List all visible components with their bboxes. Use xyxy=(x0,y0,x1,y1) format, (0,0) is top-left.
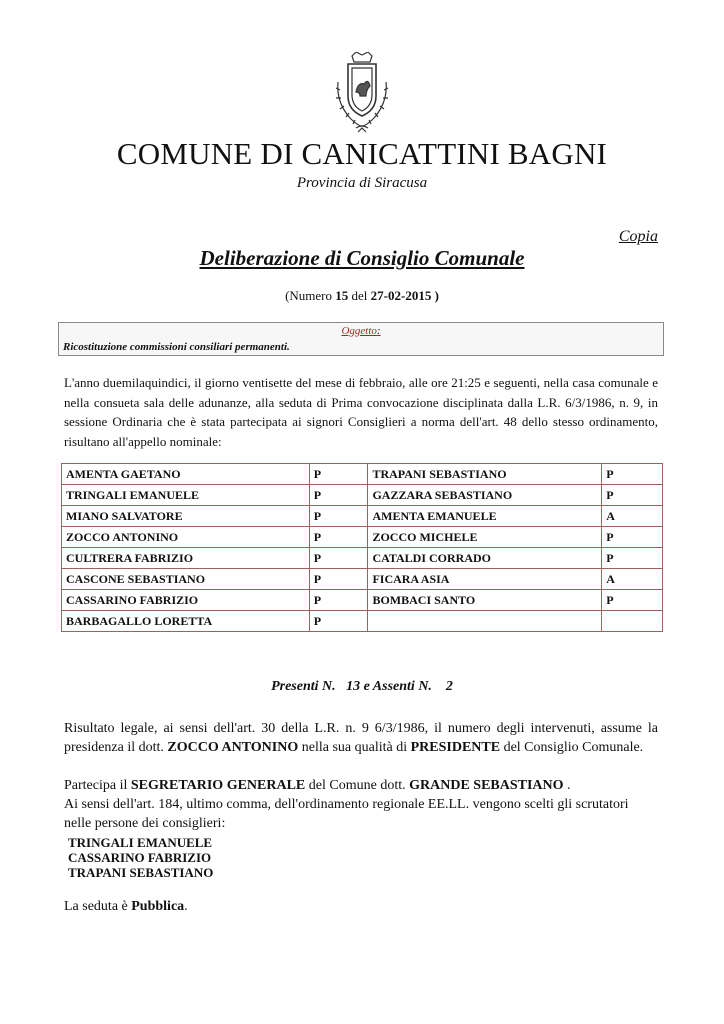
attendance-status: P xyxy=(309,590,368,611)
secretary-name: GRANDE SEBASTIANO xyxy=(409,778,564,793)
attendance-status: P xyxy=(309,485,368,506)
councillor-name: AMENTA EMANUELE xyxy=(368,506,602,527)
secretary-role: SEGRETARIO GENERALE xyxy=(130,778,306,793)
councillor-name: AMENTA GAETANO xyxy=(62,464,310,485)
councillor-name: ZOCCO MICHELE xyxy=(368,527,602,548)
secretary-text-c: . xyxy=(563,778,571,793)
attendance-status: P xyxy=(602,485,663,506)
councillor-name: CASCONE SEBASTIANO xyxy=(62,569,310,590)
intro-paragraph: L'anno duemilaquindici, il giorno ventisette del mese di febbraio, alle ore 21:25 e seguenti, nella casa comunale e nella consueta sala delle adunanze, alla seduta di Prima convocazione disciplinata dalla L.R. 6/3/1986, n. 9, in sessione Ordinaria che è stata partecipata ai signori Consiglieri a norma dell'art. 48 dello stesso ordinamento, risultano all'appello nominale: xyxy=(64,375,658,449)
councillor-name xyxy=(368,611,602,632)
councillor-name: TRAPANI SEBASTIANO xyxy=(368,464,602,485)
subject-box xyxy=(58,322,664,356)
session-suffix: . xyxy=(184,899,188,914)
councillor-name: BARBAGALLO LORETTA xyxy=(62,611,310,632)
numero-date: 27-02-2015 ) xyxy=(370,288,439,303)
councillor-name: MIANO SALVATORE xyxy=(62,506,310,527)
attendance-status: P xyxy=(309,464,368,485)
table-row xyxy=(62,527,663,548)
attendance-status: P xyxy=(602,464,663,485)
councillor-name: FICARA ASIA xyxy=(368,569,602,590)
attendance-status xyxy=(602,611,663,632)
councillor-name: GAZZARA SEBASTIANO xyxy=(368,485,602,506)
list-item: CASSARINO FABRIZIO xyxy=(68,850,212,865)
copy-label: Copia xyxy=(618,228,658,245)
councillor-name: BOMBACI SANTO xyxy=(368,590,602,611)
municipal-crest-icon xyxy=(330,52,394,136)
attendance-status: P xyxy=(309,611,368,632)
attendance-status: P xyxy=(309,548,368,569)
numero-value: 15 xyxy=(335,288,349,303)
deliberation-number xyxy=(0,288,724,304)
councillor-name: TRINGALI EMANUELE xyxy=(62,485,310,506)
presidency-paragraph xyxy=(64,719,658,757)
province-subtitle: Provincia di Siracusa xyxy=(296,175,428,191)
numero-mid: del xyxy=(348,288,371,303)
presidency-text-a: Risultato legale, ai sensi dell'art. 30 della L.R. n. 9 6/3/1986, il numero degli intervenuti, assume la presidenza il dott. xyxy=(64,721,658,755)
scrutineers-list xyxy=(68,835,213,880)
session-value: Pubblica xyxy=(131,899,185,914)
attendance-status: A xyxy=(602,569,663,590)
session-type xyxy=(64,899,188,915)
table-row xyxy=(62,590,663,611)
attendance-status: P xyxy=(309,527,368,548)
session-prefix: La seduta è xyxy=(64,899,132,914)
councillor-name: CULTRERA FABRIZIO xyxy=(62,548,310,569)
list-item: TRAPANI SEBASTIANO xyxy=(68,865,214,880)
table-row xyxy=(62,464,663,485)
presidency-text-b: nella sua qualità di xyxy=(298,740,411,755)
table-row xyxy=(62,485,663,506)
attendance-status: P xyxy=(309,569,368,590)
subject-label xyxy=(59,325,663,337)
attendance-summary: Presenti N. 13 e Assenti N. 2 xyxy=(271,679,453,694)
table-row xyxy=(62,506,663,527)
table-row xyxy=(62,569,663,590)
subject-label-text: Oggetto xyxy=(341,325,377,337)
subject-text: Ricostituzione commissioni consiliari permanenti. xyxy=(63,341,290,353)
secretary-text-b: del Comune dott. xyxy=(305,778,410,793)
document-type-heading: Deliberazione di Consiglio Comunale xyxy=(199,246,525,270)
president-name: ZOCCO ANTONINO xyxy=(167,740,299,755)
attendance-status: P xyxy=(602,548,663,569)
attendance-status: P xyxy=(602,590,663,611)
scrutineers-paragraph: Ai sensi dell'art. 184, ultimo comma, dell'ordinamento regionale EE.LL. vengono scelti gli scrutatori nelle persone dei consiglieri: xyxy=(64,797,629,831)
list-item: TRINGALI EMANUELE xyxy=(68,835,213,850)
table-row xyxy=(62,611,663,632)
secretary-text-a: Partecipa il xyxy=(64,778,131,793)
attendance-table xyxy=(61,463,663,632)
attendance-status: P xyxy=(602,527,663,548)
secretary-paragraph xyxy=(64,776,658,795)
councillor-name: ZOCCO ANTONINO xyxy=(62,527,310,548)
councillor-name: CATALDI CORRADO xyxy=(368,548,602,569)
presidency-text-c: del Consiglio Comunale. xyxy=(500,740,644,755)
attendance-status: A xyxy=(602,506,663,527)
page-title: COMUNE DI CANICATTINI BAGNI xyxy=(116,136,608,171)
table-row xyxy=(62,548,663,569)
subject-label-colon: : xyxy=(376,325,381,337)
attendance-status: P xyxy=(309,506,368,527)
numero-open: (Numero xyxy=(285,288,336,303)
president-role: PRESIDENTE xyxy=(410,740,501,755)
councillor-name: CASSARINO FABRIZIO xyxy=(62,590,310,611)
